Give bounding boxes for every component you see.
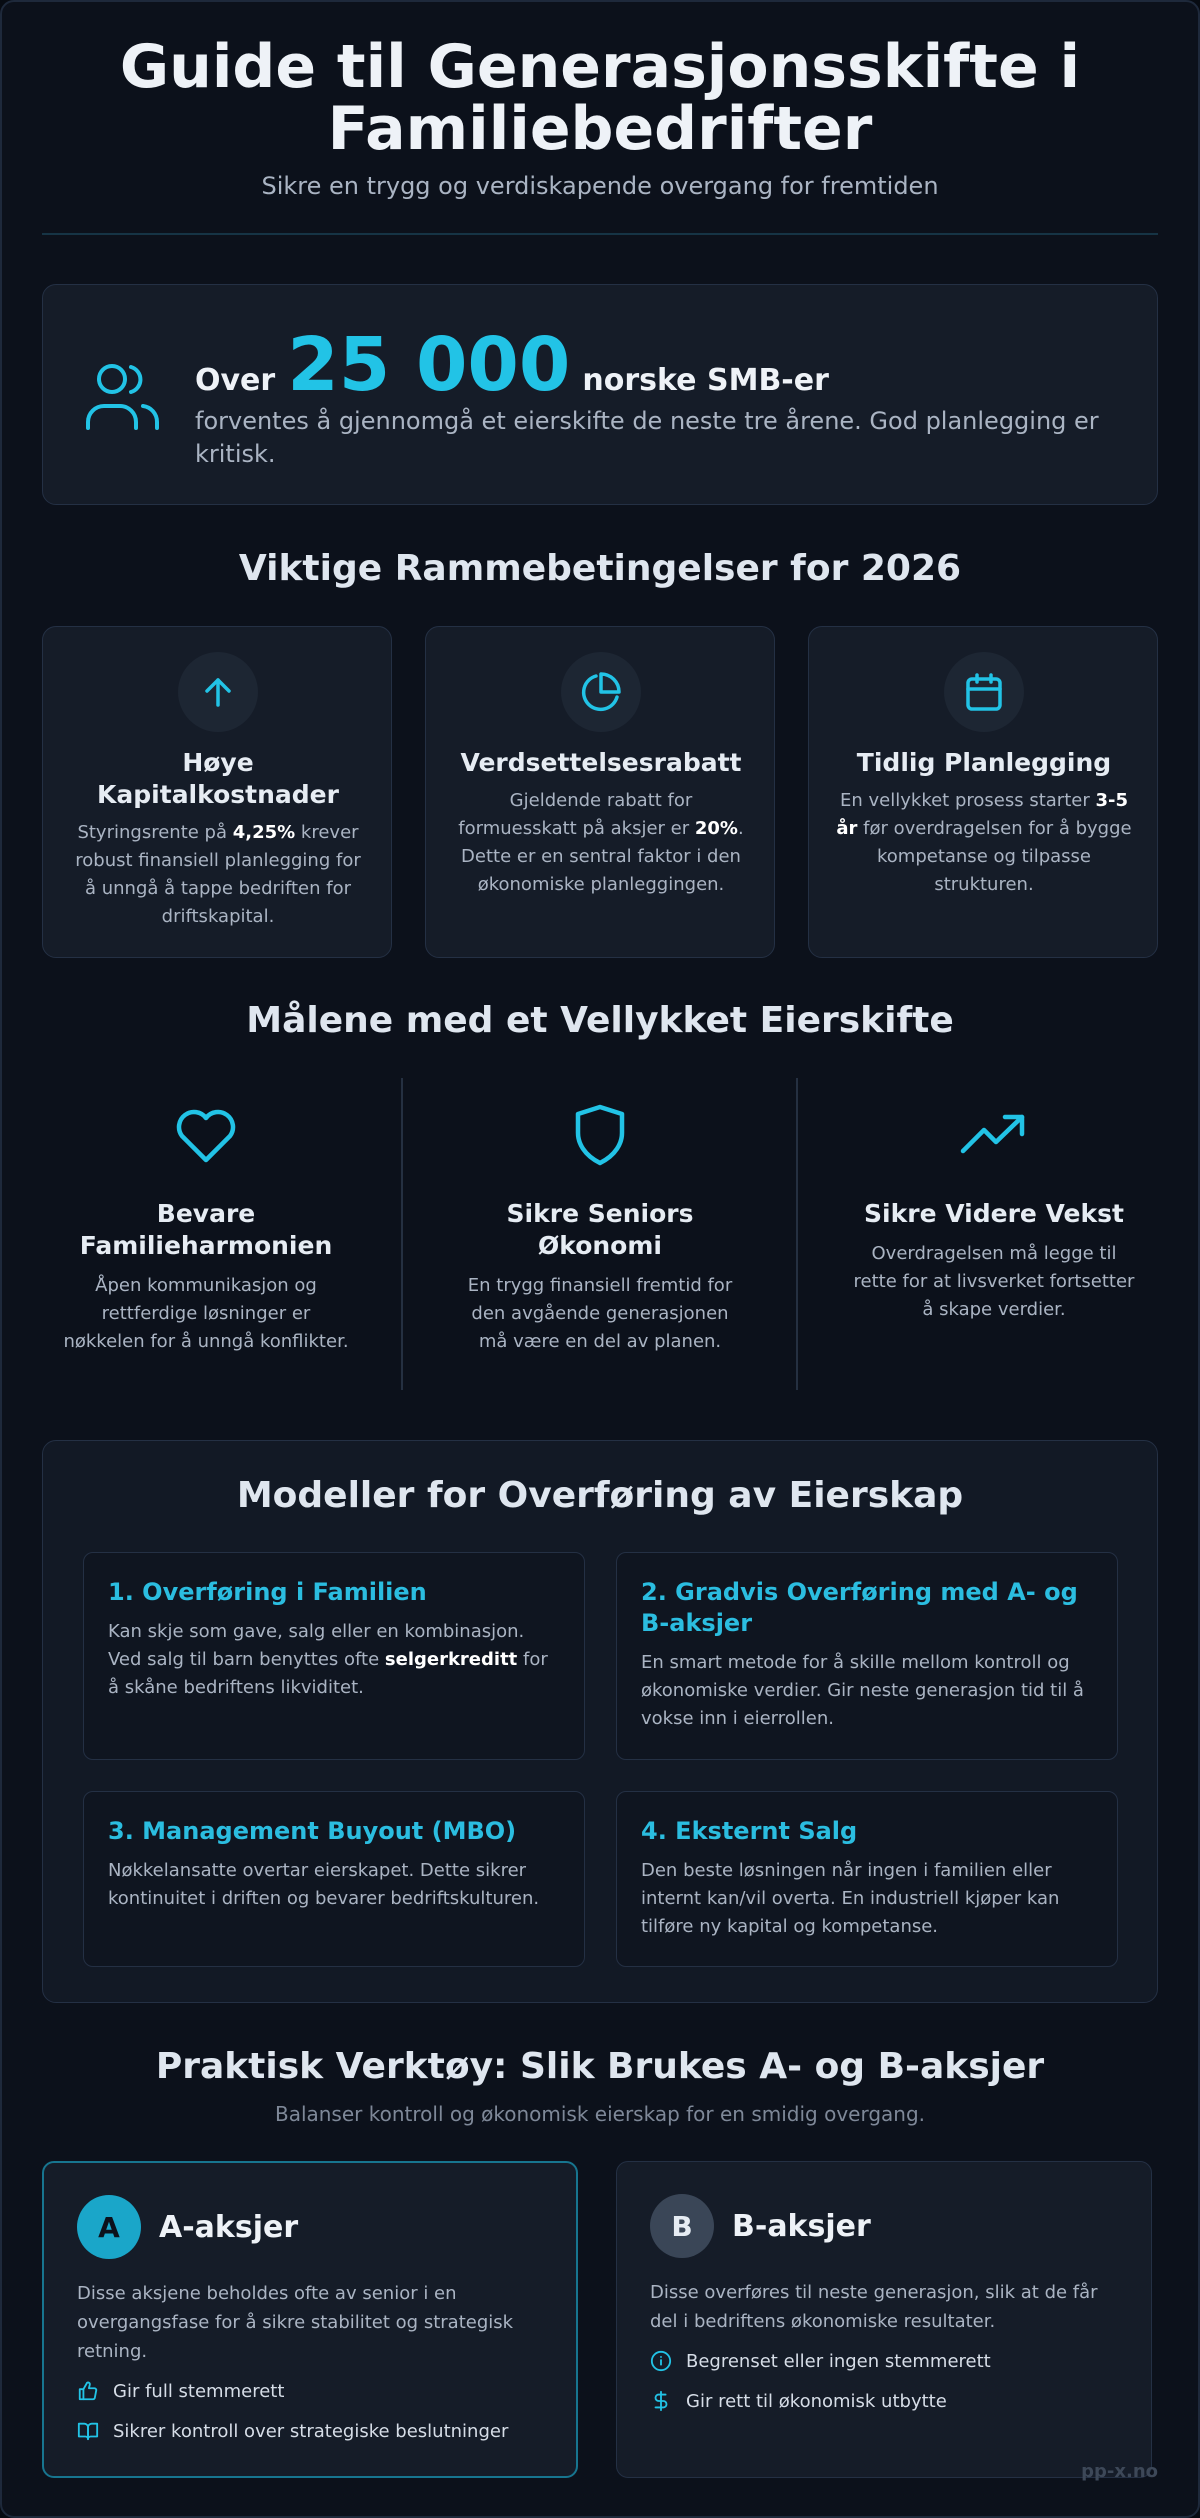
shield-icon: [573, 1103, 627, 1167]
model-card-gradual: [616, 1552, 1118, 1760]
pie-chart-icon: [579, 670, 623, 714]
goal-family-harmony: [16, 1080, 396, 1356]
trending-up-icon: [959, 1111, 1029, 1159]
model-card-mbo: [83, 1791, 585, 1967]
framework-title: Viktige Rammebetingelser for 2026: [238, 548, 962, 589]
goal-text: Åpen kommunikasjon og rettferdige løsninger er nøkkelen for å unngå konflikter.: [63, 1275, 349, 1352]
goal-text: En trygg finansiell fremtid for den avgående generasjonen må være en del av planen.: [467, 1275, 733, 1352]
stat-suffix: norske SMB-er: [582, 363, 829, 398]
framework-card-title: Høye Kapitalkostnader: [97, 748, 339, 809]
tools-subtitle: Balanser kontroll og økonomisk eierskap for en smidig overgang.: [274, 2102, 926, 2126]
model-title: 4. Eksternt Salg: [641, 1817, 858, 1845]
page-title-line2: Familiebedrifter: [327, 94, 873, 164]
framework-icon-circle: [944, 652, 1024, 732]
a-shares-card: [42, 2161, 578, 2478]
model-text: Nøkkelansatte overtar eierskapet. Dette sikrer kontinuitet i driften og bevarer bedriftskulturen.: [108, 1860, 540, 1909]
users-icon: [85, 360, 161, 432]
page-header: [0, 32, 1200, 200]
thumbs-up-icon: [77, 2380, 99, 2402]
b-shares-feature: Begrenset eller ingen stemmerett: [650, 2350, 1118, 2372]
goal-title: Sikre Seniors Økonomi: [506, 1199, 694, 1260]
book-open-icon: [77, 2420, 99, 2442]
goal-separator: [796, 1078, 798, 1390]
a-shares-badge: A: [77, 2195, 141, 2259]
page-title-line1: Guide til Generasjonsskifte i: [119, 32, 1081, 102]
goals-title: Målene med et Vellykket Eierskifte: [246, 1000, 954, 1041]
b-shares-description: Disse overføres til neste generasjon, slik at de får del i bedriftens økonomiske resultater.: [650, 2282, 1098, 2332]
heart-icon: [173, 1105, 239, 1165]
page-subtitle: Sikre en trygg og verdiskapende overgang for fremtiden: [261, 172, 939, 200]
model-title: 1. Overføring i Familien: [108, 1578, 427, 1606]
model-title: 2. Gradvis Overføring med A- og B-aksjer: [641, 1578, 1078, 1637]
framework-icon-circle: [561, 652, 641, 732]
a-shares-title: A-aksjer: [159, 2209, 299, 2245]
stat-prefix: Over: [195, 363, 276, 398]
model-text: Den beste løsningen når ingen i familien eller internt kan/vil overta. En industriell kjøper kan tilføre ny kapital og kompetanse.: [641, 1860, 1060, 1937]
b-shares-feature: Gir rett til økonomisk utbytte: [650, 2390, 1118, 2412]
model-card-external: [616, 1791, 1118, 1967]
framework-card-title: Tidlig Planlegging: [856, 748, 1112, 777]
goal-separator: [401, 1078, 403, 1390]
goal-growth: [804, 1080, 1184, 1324]
framework-card-text: En vellykket prosess starter 3-5 år før overdragelsen for å bygge kompetanse og tilpasse strukturen.: [836, 790, 1132, 895]
goal-text: Overdragelsen må legge til rette for at livsverket fortsetter å skape verdier.: [853, 1243, 1135, 1320]
framework-card-text: Gjeldende rabatt for formuesskatt på aksjer er 20%. Dette er en sentral faktor i den økonomiske planleggingen.: [458, 790, 744, 895]
framework-card-valuation: [425, 626, 775, 958]
model-title: 3. Management Buyout (MBO): [108, 1817, 517, 1845]
arrow-up-icon: [198, 672, 238, 712]
a-shares-feature: Gir full stemmerett: [77, 2380, 543, 2402]
stat-description: forventes å gjennomgå et eierskifte de neste tre årene. God planlegging er kritisk.: [195, 407, 1099, 468]
page-title: [0, 32, 1200, 164]
model-card-family: [83, 1552, 585, 1760]
stat-number: 25 000: [287, 322, 571, 408]
stat-card: [42, 284, 1158, 505]
model-text: En smart metode for å skille mellom kontroll og økonomiske verdier. Gir neste generasjon tid til å vokse inn i eierrollen.: [641, 1652, 1084, 1729]
calendar-icon: [963, 671, 1005, 713]
a-shares-description: Disse aksjene beholdes ofte av senior i en overgangsfase for å sikre stabilitet og strategisk retning.: [77, 2283, 514, 2362]
framework-card-planning: [808, 626, 1158, 958]
info-icon: [650, 2350, 672, 2372]
models-section: [42, 1440, 1158, 2003]
dollar-icon: [650, 2390, 672, 2412]
goal-title: Bevare Familieharmonien: [79, 1199, 333, 1260]
model-text: Kan skje som gave, salg eller en kombinasjon. Ved salg til barn benyttes ofte selgerkreditt for å skåne bedriftens likviditet.: [108, 1621, 548, 1698]
stat-text: [195, 322, 1125, 471]
b-shares-title: B-aksjer: [732, 2208, 871, 2244]
framework-icon-circle: [178, 652, 258, 732]
watermark: pp-x.no: [1081, 2461, 1158, 2482]
framework-card-capital: [42, 626, 392, 958]
framework-card-title: Verdsettelsesrabatt: [460, 748, 742, 777]
header-divider: [42, 233, 1158, 235]
b-shares-card: [616, 2161, 1152, 2478]
models-title: Modeller for Overføring av Eierskap: [236, 1475, 964, 1516]
tools-title: Praktisk Verktøy: Slik Brukes A- og B-aksjer: [155, 2046, 1045, 2087]
b-shares-badge: B: [650, 2194, 714, 2258]
goal-title: Sikre Videre Vekst: [864, 1199, 1124, 1228]
framework-card-text: Styringsrente på 4,25% krever robust finansiell planlegging for å unngå å tappe bedriften for driftskapital.: [75, 822, 361, 927]
a-shares-feature: Sikrer kontroll over strategiske beslutninger: [77, 2420, 543, 2442]
goal-senior-economy: [410, 1080, 790, 1356]
